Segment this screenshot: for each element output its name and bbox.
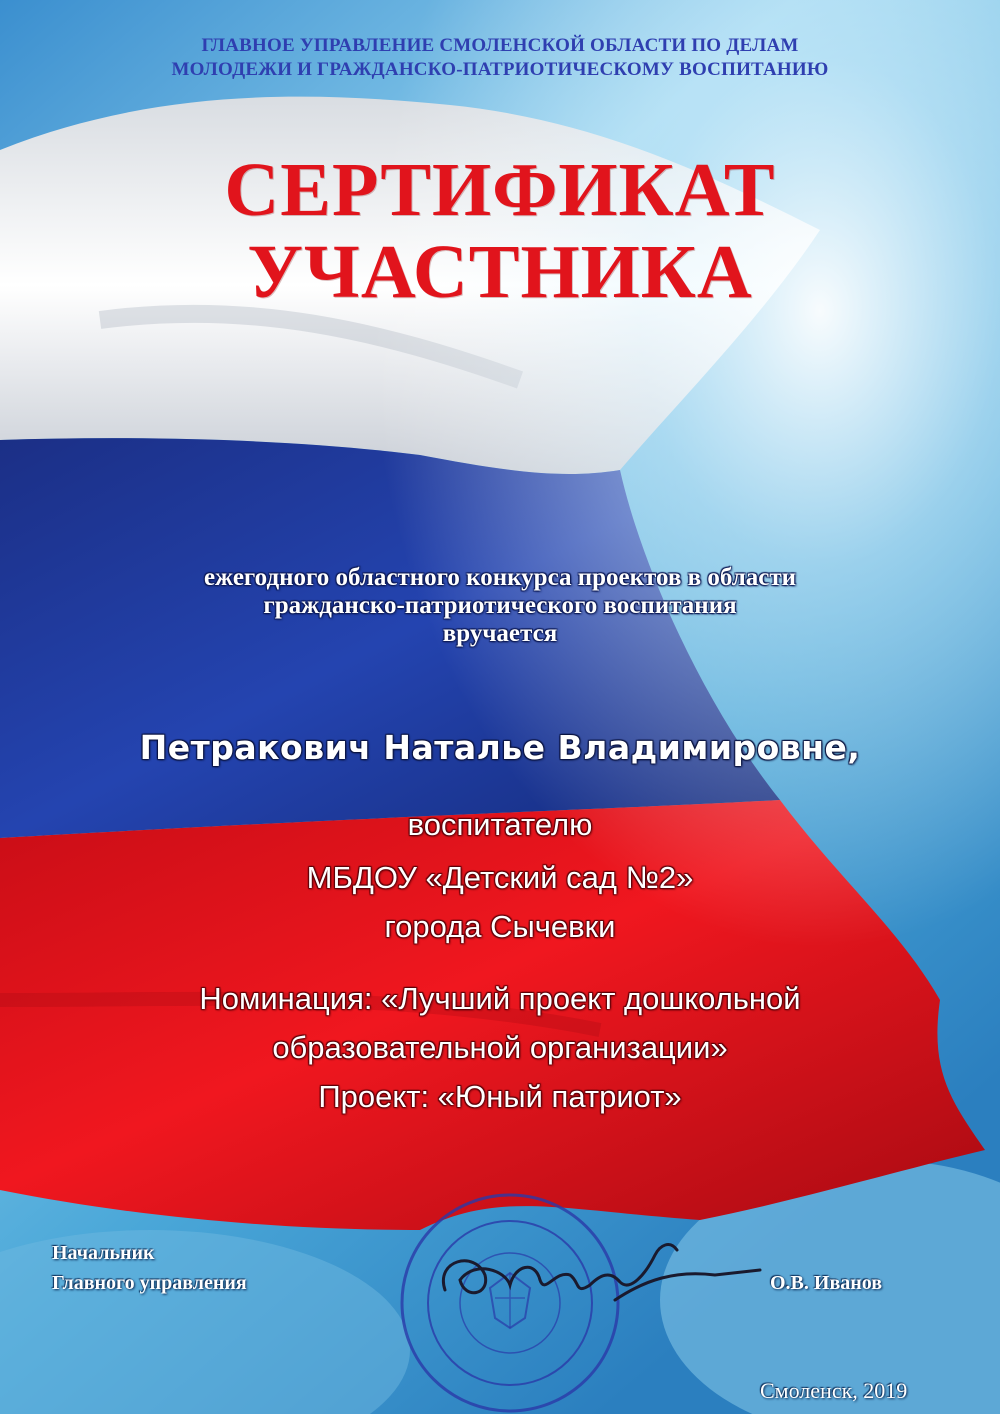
recipient-name: Петракович Наталье Владимировне, bbox=[139, 728, 861, 767]
project-name: Проект: «Юный патриот» bbox=[318, 1079, 682, 1114]
intro-line2: гражданско-патриотического воспитания bbox=[263, 592, 737, 619]
nomination-line2: образовательной организации» bbox=[272, 1030, 728, 1065]
place-and-year: Смоленск, 2019 bbox=[760, 1378, 908, 1403]
nomination-line1: Номинация: «Лучший проект дошкольной bbox=[199, 981, 801, 1016]
intro-line3: вручается bbox=[442, 620, 558, 647]
issuer-header-line2: МОЛОДЕЖИ И ГРАЖДАНСКО-ПАТРИОТИЧЕСКОМУ ВОСПИТАНИЮ bbox=[171, 59, 829, 80]
handwritten-signature bbox=[415, 1220, 765, 1320]
signer-name: О.В. Иванов bbox=[770, 1272, 883, 1294]
certificate-title-line2: УЧАСТНИКА bbox=[247, 230, 753, 314]
certificate-title-line1: СЕРТИФИКАТ bbox=[224, 148, 776, 232]
issuer-header bbox=[0, 34, 1000, 82]
signer-title bbox=[52, 1238, 247, 1298]
signer-title-line2: Главного управления bbox=[52, 1272, 247, 1294]
competition-intro bbox=[0, 564, 1000, 648]
recipient-organization: МБДОУ «Детский сад №2» bbox=[306, 860, 694, 895]
recipient-position: воспитателю bbox=[407, 807, 593, 842]
recipient-city: города Сычевки bbox=[384, 909, 616, 944]
issuer-header-line1: ГЛАВНОЕ УПРАВЛЕНИЕ СМОЛЕНСКОЙ ОБЛАСТИ ПО ДЕЛАМ bbox=[201, 35, 799, 56]
intro-line1: ежегодного областного конкурса проектов в области bbox=[203, 564, 797, 591]
signer-title-line1: Начальник bbox=[52, 1242, 155, 1264]
